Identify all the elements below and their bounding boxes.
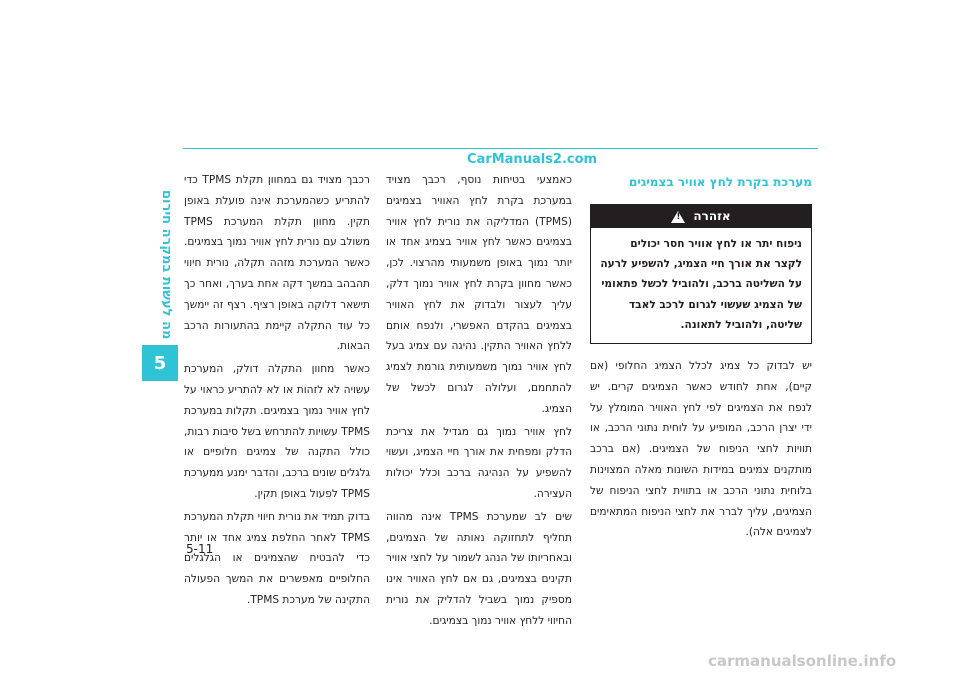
body-paragraph: יש לבדוק כל צמיג לכלל הצמיג החלופי (אם קיים), אחת לחודש כאשר הצמיגים קרים. יש לנפח את הצמיגים לפי לחץ האוויר המומלץ על ידי יצרן הרכב, המופיע על לוחית נתוני הרכב, או תוויות לחצי הניפוח של הצמיגים. (אם ברכב מותקנים צמיגים במידות השונות מאלה המצוינות בלוחית נתוני הרכב או בתווית לחצי הניפוח של הצמיגים, עליך לברר את לחצי הניפוח המתאימים לצמיגים אלה). — [590, 360, 812, 539]
body-paragraph: לחץ אוויר נמוך גם מגדיל את צריכת הדלק ומפחית את אורך חיי הצמיג, ועשוי להשפיע על הנהיגה ברכב וכלל יכולות העצירה. — [386, 425, 572, 500]
watermark-top: CarManuals2.com — [467, 152, 598, 167]
chapter-number-badge: 5 — [142, 345, 178, 381]
body-paragraph: שים לב שמערכת TPMS אינה מהווה תחליף לתחזוקה נאותה של הצמיגים, ובאחריותו של הנהג לשמור על לחצי אוויר תקינים בצמיגים, גם אם לחץ האוויר אינו מספיק נמוך בשביל להדליק את נורית החיווי ללחץ אוויר נמוך בצמיגים. — [386, 510, 572, 627]
chapter-title: מה לעשות במקרה חירום — [159, 190, 174, 340]
body-paragraph: כאשר מחוון התקלה דולק, המערכת עשויה לא לזהות או לא להתריע כראוי על לחץ אוויר נמוך בצמיגים. תקלות במערכת TPMS עשויות להתרחש בשל סיבות רבות, כולל התקנה של צמיגים חלופיים או גלגלים שונים ברכב, והדבר ימנע ממערכת TPMS לפעול באופן תקין. — [184, 363, 370, 500]
body-paragraph: רכבך מצויד גם במחוון תקלת TPMS כדי להתריע כשהמערכת אינה פועלת באופן תקין. מחוון תקלת המערכת TPMS משולב עם נורית לחץ אוויר נמוך בצמיגים. כאשר המערכת מזהה תקלה, נורית חיווי תהבהב במשך דקה אחת בערך, ואחר כך תישאר דלוקה באופן רציף. רצף זה יימשך כל עוד התקלה קיימת בהתעורות הרכב הבאות. — [184, 174, 371, 353]
body-paragraph: כאמצעי בטיחות נוסף, רכבך מצויד במערכת בקרת לחץ האוויר בצמיגים (TPMS) המדליקה את נורית לחץ אוויר בצמיגים כאשר לחץ אוויר בצמיג אחד או יותר נמוך באופן משמעותי מהרצוי. לכן, כאשר מחוון בקרת לחץ אוויר נמוך דלק, עליך לעצור ולבדוק את לחץ האוויר בצמיגים בהקדם האפשרי, ולנפח אותם ללחץ האוויר התקין. נהיגה עם צמיג בעל לחץ אוויר נמוך משמעותית גורמת לצמיג להתחמם, ועלולה לגרום לכשל של הצמיג. — [386, 174, 572, 415]
section-title: מערכת בקרת לחץ אוויר בצמיגים — [629, 175, 812, 189]
chapter-sidebar — [142, 0, 178, 678]
header-divider — [183, 148, 818, 149]
watermark-bottom: carmanualsonline.info — [708, 652, 897, 670]
body-paragraph: בדוק תמיד את נורית חיווי תקלת המערכת TPMS לאחר החלפת צמיג אחד או יותר כדי להבטיח שהצמיגים או הגלגלים החלופיים מאפשרים את המשך הפעולה התקינה של מערכת TPMS. — [184, 510, 370, 606]
warning-triangle-icon — [671, 211, 685, 223]
warning-box — [590, 204, 812, 344]
warning-text: ניפוח יתר או לחץ אוויר חסר יכולים לקצר את אורך חיי הצמיג, להשפיע לרעה על השליטה ברכב, ולהוביל לכשל פתאומי של הצמיג שעשוי לגרום לרכב לאבד שליטה, ולהוביל לתאונה. — [600, 238, 802, 331]
page-number: 5-11 — [186, 542, 214, 556]
warning-header — [591, 205, 811, 228]
middle-column — [386, 170, 572, 634]
right-column — [590, 172, 812, 545]
warning-label: אזהרה — [693, 209, 731, 224]
